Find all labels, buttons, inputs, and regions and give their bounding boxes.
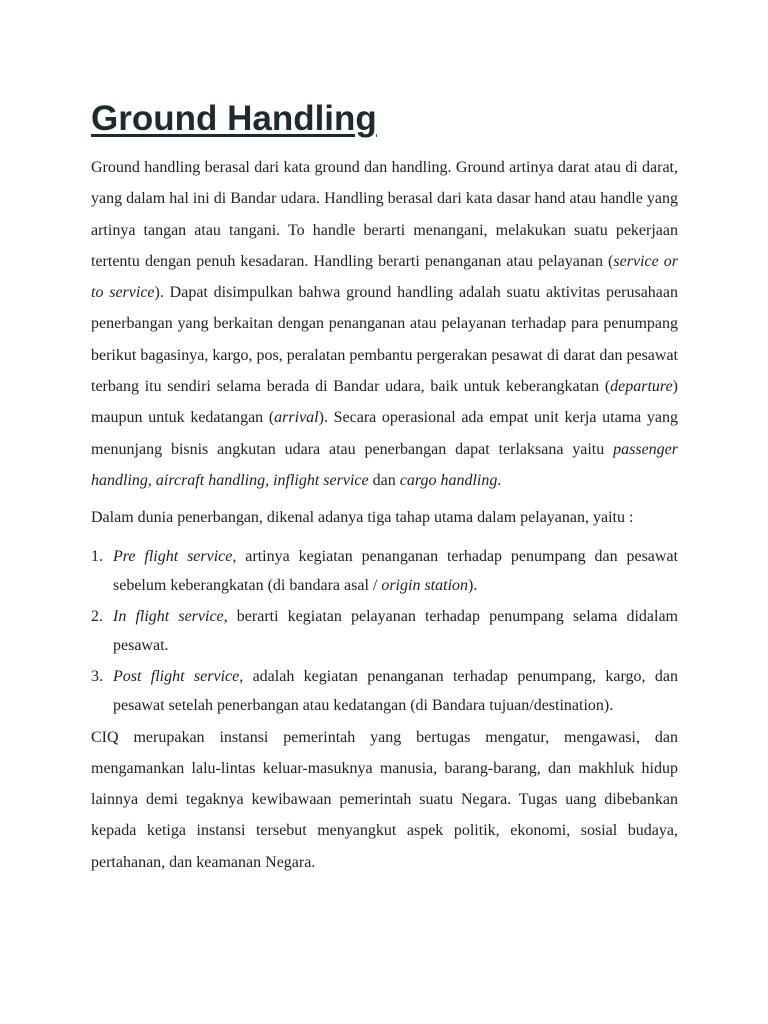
page-title: Ground Handling <box>91 99 377 138</box>
italic-term: Post flight service <box>113 667 240 685</box>
text-run: Ground handling berasal dari kata ground dan handling. Ground artinya darat atau di darat, yang dalam hal ini di Bandar udara. Handling berasal dari kata dasar hand atau handle yang artinya tangan atau tangani. To handle berarti menangani, melakukan suatu pekerjaan tertentu dengan penuh kesadaran. Handling berarti penanganan atau pelayanan ( <box>91 159 678 270</box>
text-run: ) maupun untuk kedatangan ( <box>91 378 678 427</box>
italic-term: origin station <box>381 577 469 595</box>
italic-term: passenger handling, aircraft handling, inflight service <box>91 440 678 489</box>
paragraph-definition <box>91 152 678 496</box>
list-item <box>91 602 678 661</box>
text-run: . <box>497 471 502 489</box>
list-item-number: 1. <box>91 547 103 565</box>
italic-term: In flight service <box>113 607 224 625</box>
text-run: dan <box>368 471 400 489</box>
paragraph-intro-list: Dalam dunia penerbangan, dikenal adanya tiga tahap utama dalam pelayanan, yaitu : <box>91 509 634 527</box>
text-run: , berarti kegiatan pelayanan terhadap penumpang selama didalam pesawat. <box>113 607 679 655</box>
text-run: ). Dapat disimpulkan bahwa ground handling adalah suatu aktivitas perusahaan penerbangan yang berkaitan dengan penanganan atau pelayanan terhadap para penumpang berikut bagasinya, kargo, pos, peralatan pembantu pergerakan pesawat di darat dan pesawat terbang itu sendiri selama berada di Bandar udara, baik untuk keberangkatan ( <box>91 284 679 396</box>
list-item <box>91 662 678 721</box>
text-run: ). Secara operasional ada empat unit kerja utama yang menunjang bisnis angkutan udara atau penerbangan dapat terlaksana yaitu <box>91 409 679 458</box>
list-item-number: 3. <box>91 667 103 685</box>
italic-term: service or to service <box>91 252 679 302</box>
italic-term: departure <box>610 378 673 396</box>
italic-term: cargo handling <box>399 471 498 489</box>
text-run: ). <box>468 577 478 595</box>
service-stages-list <box>91 542 678 721</box>
service-stages-list-wrap <box>91 542 678 721</box>
list-item-number: 2. <box>91 607 103 625</box>
paragraph-ciq: CIQ merupakan instansi pemerintah yang bertugas mengatur, mengawasi, dan mengamankan lalu-lintas keluar-masuknya manusia, barang-barang, dan makhluk hidup lainnya demi tegaknya kewibawaan pemerintah suatu Negara. Tugas uang dibebankan kepada ketiga instansi tersebut menyangkut aspek politik, ekonomi, sosial budaya, pertahanan, dan keamanan Negara. <box>91 728 678 871</box>
list-item <box>91 542 678 601</box>
italic-term: arrival <box>274 409 319 427</box>
text-run: , adalah kegiatan penanganan terhadap penumpang, kargo, dan pesawat setelah penerbangan atau kedatangan (di Bandara tujuan/destination). <box>113 667 678 715</box>
italic-term: Pre flight service <box>113 547 233 565</box>
text-run: , artinya kegiatan penanganan terhadap penumpang dan pesawat sebelum keberangkatan (di bandara asal / <box>113 547 678 595</box>
